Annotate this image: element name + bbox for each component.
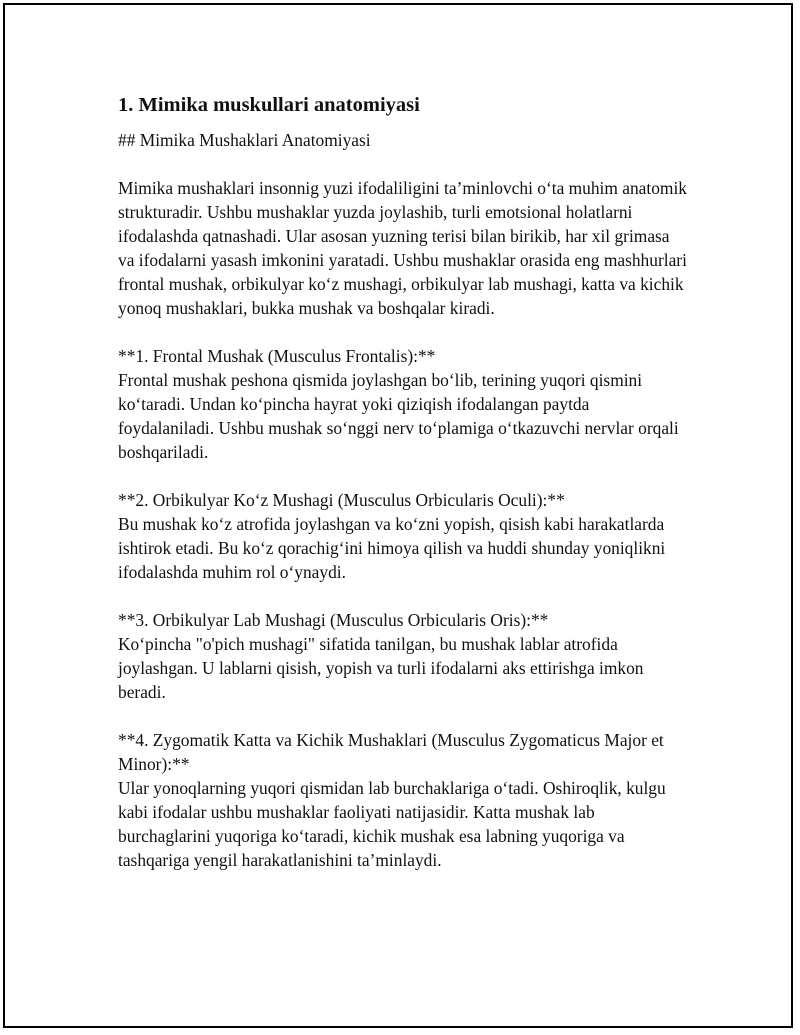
section-orbicularis-oculi [118,488,688,584]
section-body: Ular yonoqlarning yuqori qismidan lab burchaklariga o‘tadi. Oshiroqlik, kulgu kabi ifodalar ushbu mushaklar faoliyati natijasidir. Katta mushak lab burchaglarini yuqoriga ko‘taradi, kichik mushak esa labning yuqoriga va tashqariga yengil harakatlanishini ta’minlaydi. [118,778,666,870]
section-frontal [118,344,688,464]
section-heading: **3. Orbikulyar Lab Mushagi (Musculus Orbicularis Oris):** [118,610,549,630]
section-heading: **4. Zygomatik Katta va Kichik Mushaklari (Musculus Zygomaticus Major et Minor):** [118,730,664,774]
document-subheading: ## Mimika Mushaklari Anatomiyasi [118,130,371,150]
document-title: 1. Mimika muskullari anatomiyasi [118,94,420,116]
section-orbicularis-oris [118,608,688,704]
section-heading: **1. Frontal Mushak (Musculus Frontalis):** [118,346,436,366]
document-content [118,92,688,896]
section-body: Bu mushak ko‘z atrofida joylashgan va ko‘zni yopish, qisish kabi harakatlarda ishtirok etadi. Bu ko‘z qorachig‘ini himoya qilish va huddi shunday yoniqlikni ifodalashda muhim rol o‘ynaydi. [118,514,666,582]
section-heading: **2. Orbikulyar Ko‘z Mushagi (Musculus Orbicularis Oculi):** [118,490,565,510]
section-zygomaticus [118,728,688,872]
intro-paragraph: Mimika mushaklari insonnig yuzi ifodaliligini ta’minlovchi o‘ta muhim anatomik strukturadir. Ushbu mushaklar yuzda joylashib, turli emotsional holatlarni ifodalashda qatnashadi. Ular asosan yuzning terisi bilan birikib, har xil grimasa va ifodalarni yasash imkonini yaratadi. Ushbu mushaklar orasida eng mashhurlari frontal mushak, orbikulyar ko‘z mushagi, orbikulyar lab mushagi, katta va kichik yonoq mushaklari, bukka mushak va boshqalar kiradi. [118,178,687,318]
section-body: Ko‘pincha "o'pich mushagi" sifatida tanilgan, bu mushak lablar atrofida joylashgan. U lablarni qisish, yopish va turli ifodalarni aks ettirishga imkon beradi. [118,634,644,702]
section-body: Frontal mushak peshona qismida joylashgan bo‘lib, terining yuqori qismini ko‘taradi. Undan ko‘pincha hayrat yoki qiziqish ifodalangan paytda foydalaniladi. Ushbu mushak so‘nggi nerv to‘plamiga o‘tkazuvchi nervlar orqali boshqariladi. [118,370,679,462]
